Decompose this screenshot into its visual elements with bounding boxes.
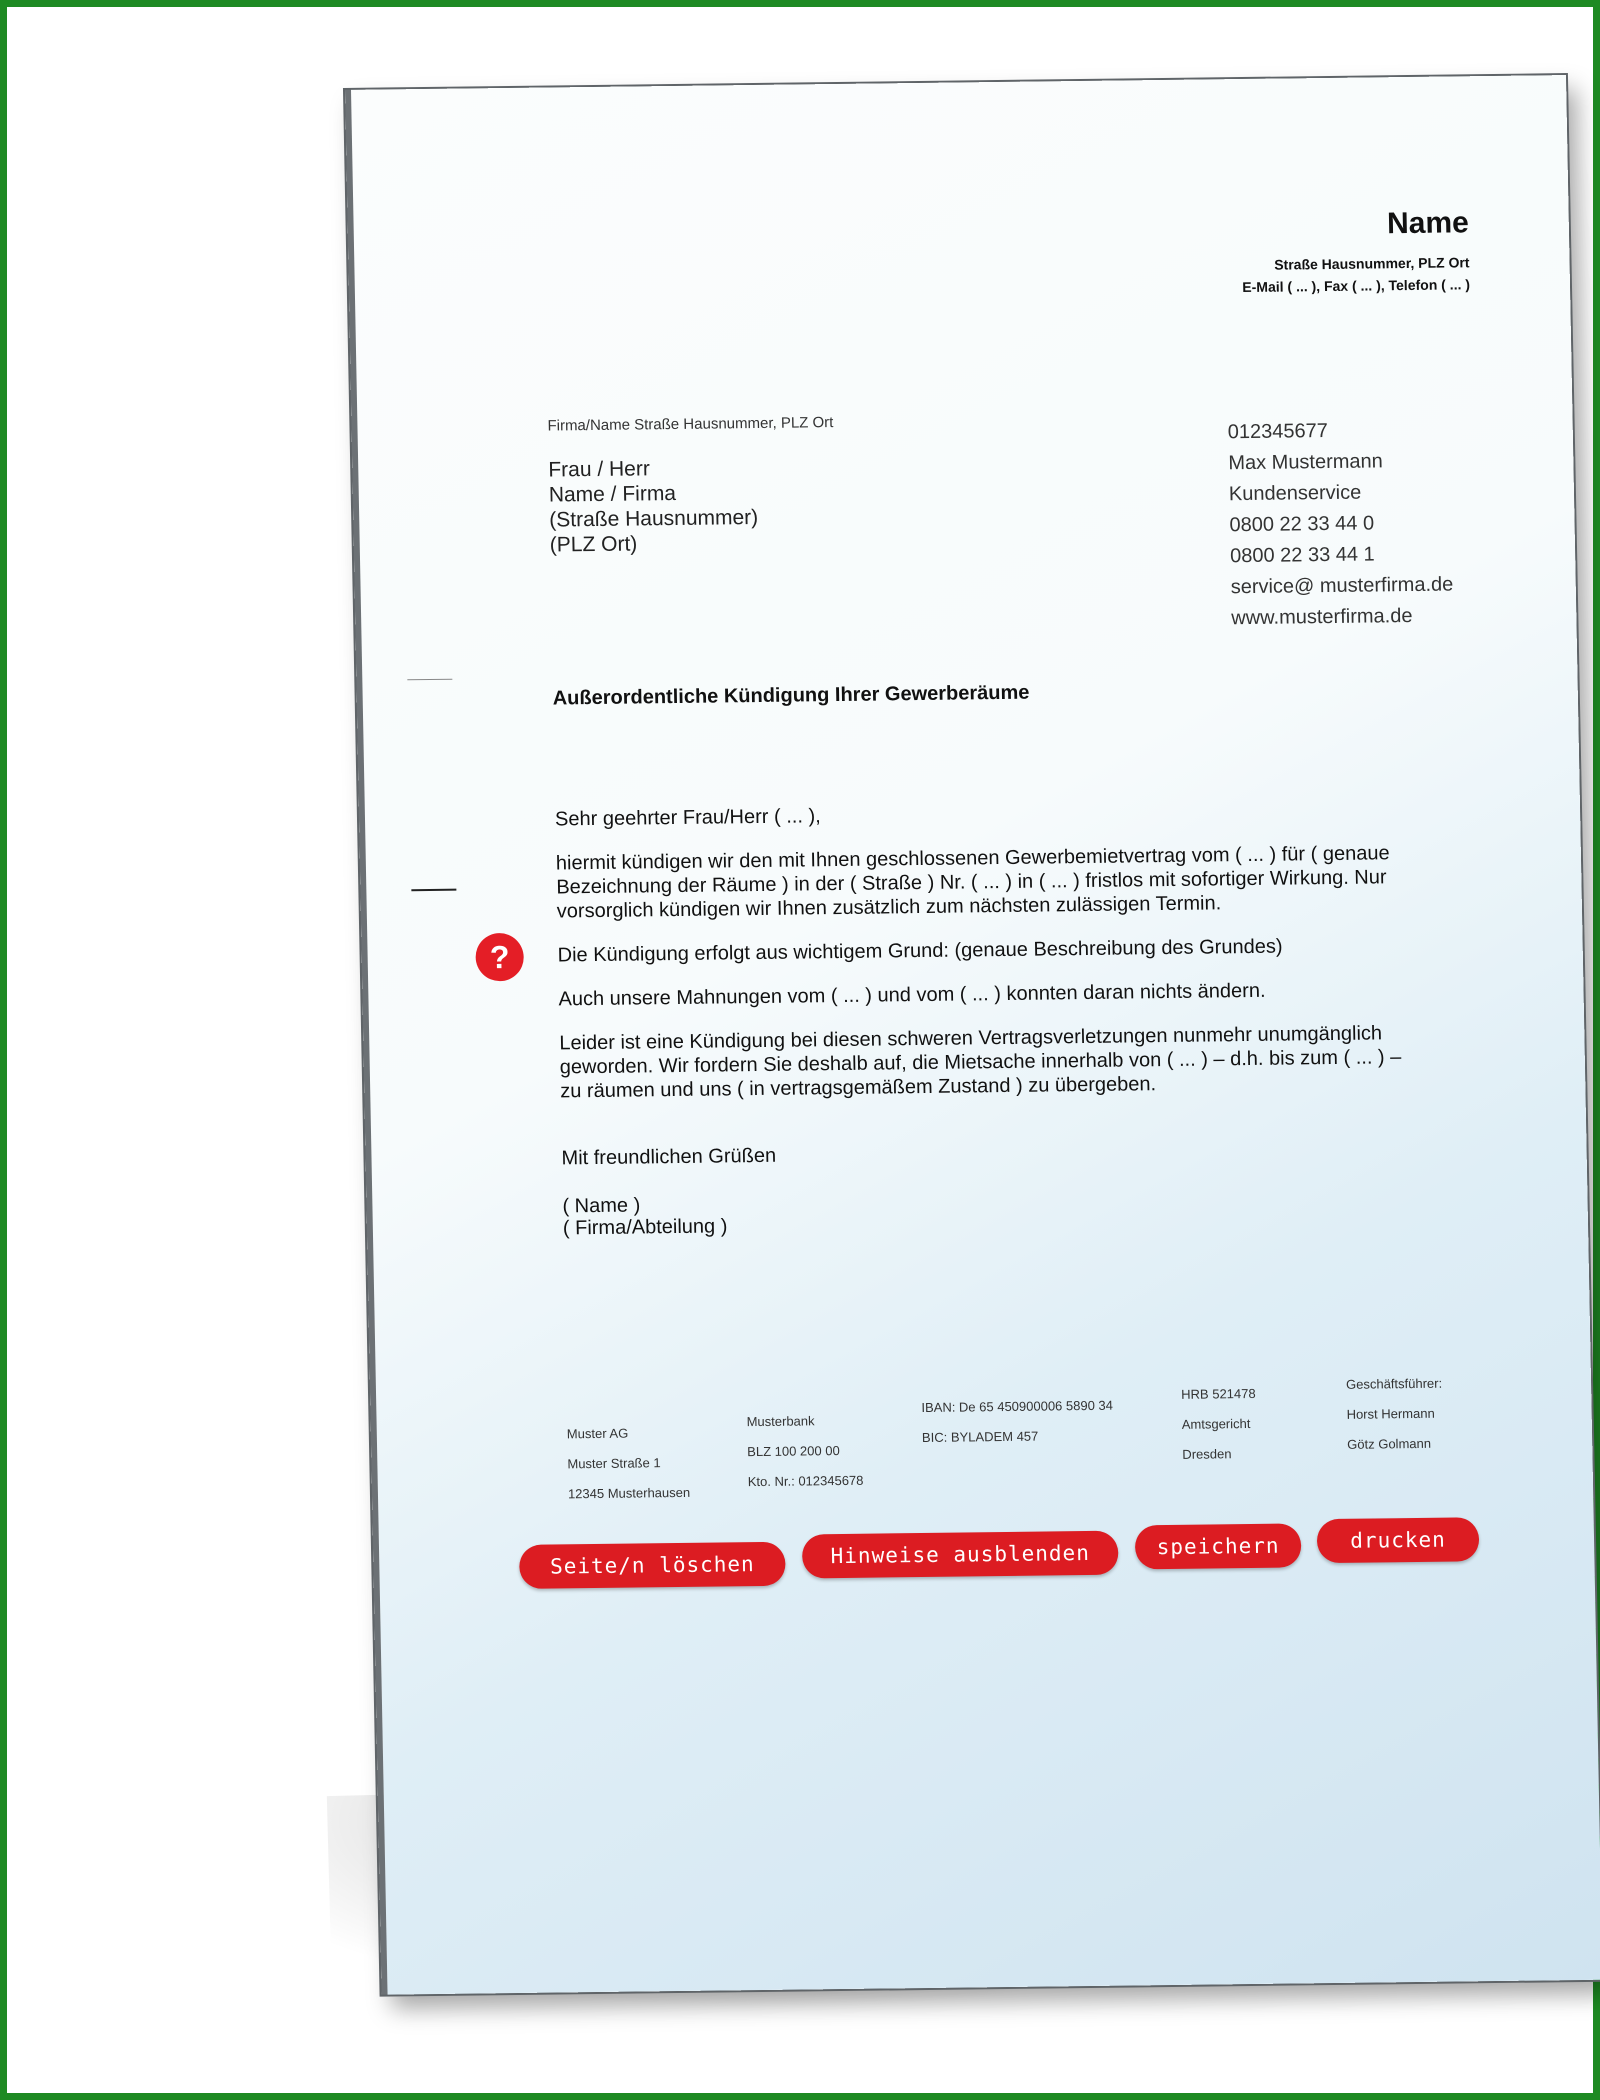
contact-person: Max Mustermann: [1228, 450, 1384, 475]
footer-line: Muster Straße 1: [567, 1455, 661, 1472]
footer-register: [1181, 1379, 1257, 1470]
footer-line: IBAN: De 65 450900006 5890 34: [921, 1397, 1114, 1416]
fold-mark-top: [407, 679, 452, 681]
letter-page: [345, 75, 1600, 1995]
email-address: service@ musterfirma.de: [1230, 573, 1454, 599]
recipient-address: [548, 455, 759, 558]
signature-name: ( Name ): [562, 1194, 641, 1218]
phone-number: 0800 22 33 44 0: [1229, 512, 1375, 537]
letter-body: [555, 797, 1421, 1123]
closing-phrase: Mit freundlichen Grüßen: [561, 1144, 777, 1170]
signature-block: [562, 1193, 727, 1239]
signature-department: ( Firma/Abteilung ): [562, 1215, 728, 1240]
footer-line: Horst Hermann: [1346, 1405, 1435, 1422]
footer-line: BIC: BYLADEM 457: [921, 1428, 1039, 1446]
print-button[interactable]: drucken: [1317, 1517, 1480, 1563]
delete-pages-button[interactable]: Seite/n löschen: [519, 1542, 786, 1589]
body-paragraph: Leider ist eine Kündigung bei diesen schweren Vertragsverletzungen nunmehr unumgänglich geworden. Wir fordern Sie deshalb auf, die Mietsache innerhalb von ( ... ) – d.h. bis zum ( ... ) – zu räumen und uns ( in vertragsgemäßem Zustand ) zu übergeben.: [559, 1022, 1402, 1103]
footer-company: [567, 1418, 691, 1509]
department: Kundenservice: [1228, 481, 1362, 506]
return-address: Firma/Name Straße Hausnummer, PLZ Ort: [547, 414, 834, 435]
footer-line: 12345 Musterhausen: [567, 1484, 691, 1502]
footer-bank: [746, 1406, 863, 1497]
hide-hints-button[interactable]: Hinweise ausblenden: [802, 1531, 1119, 1579]
footer-line: BLZ 100 200 00: [747, 1443, 840, 1460]
save-button[interactable]: speichern: [1135, 1523, 1302, 1569]
sender-name: Name: [1386, 206, 1470, 241]
question-mark-icon[interactable]: ?: [475, 933, 524, 982]
footer-iban: [921, 1391, 1114, 1453]
punch-mark: [411, 889, 456, 892]
footer-line: Musterbank: [746, 1413, 815, 1430]
body-paragraph: hiermit kündigen wir den mit Ihnen geschlossenen Gewerbemietvertrag vom ( ... ) für ( genaue Bezeichnung der Räume ) in der ( Straße ) Nr. ( ... ) in ( ... ) fristlos mit sofortiger Wirkung. Nur vorsorglich kündigen wir Ihnen zusätzlich zum nächsten zulässigen Termin.: [555, 842, 1390, 923]
letter-subject: Außerordentliche Kündigung Ihrer Gewerberäume: [552, 681, 1030, 710]
customer-number: 012345677: [1227, 420, 1329, 444]
footer-line: Amtsgericht: [1181, 1416, 1251, 1432]
website: www.musterfirma.de: [1231, 604, 1413, 630]
salutation: Sehr geehrter Frau/Herr ( ... ),: [554, 805, 821, 831]
footer-line: HRB 521478: [1181, 1385, 1256, 1402]
contact-block: [1227, 415, 1454, 635]
sender-street: Straße Hausnummer, PLZ Ort: [1274, 254, 1470, 273]
recipient-line: Name / Firma: [548, 481, 677, 507]
footer-line: Kto. Nr.: 012345678: [747, 1472, 864, 1490]
footer-line: Dresden: [1182, 1446, 1232, 1462]
footer-line: Götz Golmann: [1347, 1435, 1432, 1452]
recipient-line: (PLZ Ort): [549, 532, 638, 557]
body-paragraph: Auch unsere Mahnungen vom ( ... ) und vom ( ... ) konnten daran nichts ändern.: [558, 979, 1266, 1011]
footer-management: [1346, 1369, 1444, 1460]
body-paragraph: Die Kündigung erfolgt aus wichtigem Grund: (genaue Beschreibung des Grundes): [557, 935, 1283, 967]
recipient-line: (Straße Hausnummer): [549, 505, 759, 532]
sender-contact-line: E-Mail ( ... ), Fax ( ... ), Telefon ( ... ): [1242, 276, 1471, 296]
footer-line: Geschäftsführer:: [1345, 1375, 1443, 1392]
footer-line: Muster AG: [566, 1425, 629, 1442]
fax-number: 0800 22 33 44 1: [1229, 543, 1375, 568]
recipient-line: Frau / Herr: [548, 457, 651, 482]
